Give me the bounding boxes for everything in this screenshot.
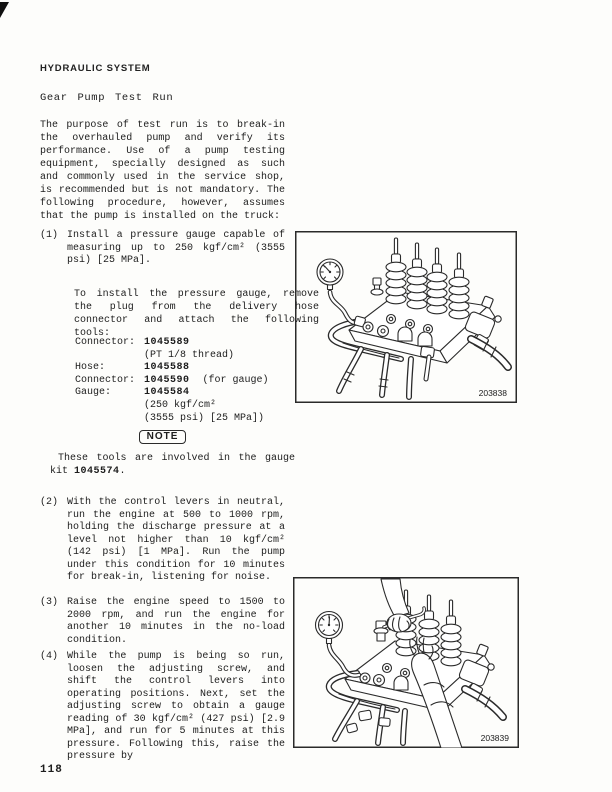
intro-paragraph: The purpose of test run is to break-in the overhauled pump and verify its performance. Use of a pump testing equipment, specially designed as such and commonly used in the service shop, is recommended but is not mandatory. The following procedure, however, assumes that the pump is installed on the truck: (40, 120, 285, 222)
tool-note: (for gauge) (202, 374, 269, 386)
step-number: (3) (40, 597, 59, 608)
tool-part-number: 1045589 (144, 337, 190, 348)
outlet-hose (465, 683, 503, 717)
note-badge: NOTE (139, 430, 187, 444)
tool-row (75, 337, 320, 350)
adjusting-screw (374, 621, 388, 641)
step-1-subparagraph: To install the pressure gauge, remove the plug from the delivery hose connector and attach the following tools: (74, 289, 319, 339)
figure-adjusting-screw (293, 577, 519, 748)
step-number: (2) (40, 497, 59, 508)
step-text: Install a pressure gauge capable of measuring up to 250 kgf/cm² (3555 psi) [25 MPa]. (67, 230, 285, 266)
tool-part-number: 1045584 (144, 387, 190, 399)
lower-hoses (339, 346, 435, 397)
tool-note: (3555 psi) [25 MPa]) (144, 412, 265, 424)
control-valve-illustration (295, 231, 517, 403)
note-box-container (40, 430, 285, 444)
figure-gauge-installed (295, 231, 517, 403)
step-number: (4) (40, 651, 59, 662)
tools-list (40, 337, 320, 425)
pressure-gauge (317, 259, 373, 332)
tool-row (75, 413, 320, 426)
tool-label: Gauge: (75, 387, 112, 399)
step-text: With the control levers in neutral, run the engine at 500 to 1000 rpm, holding the discharge pressure at a level not higher than 10 kgf/cm² (142 psi) [1 MPa]. Run the pump under this condition for 10 minutes for break-in, listening for noise. (67, 497, 285, 583)
tool-note: (250 kgf/cm² (144, 399, 217, 411)
step-4 (40, 651, 285, 764)
step-number: (1) (40, 230, 59, 241)
tool-note: (PT 1/8 thread) (144, 349, 235, 361)
adjusting-screw (371, 278, 383, 295)
step-text: While the pump is being so run, loosen the adjusting screw, and shift the control levers into operating positions. Next, set the adjusting screw to obtain a gauge reading of 30 kgf/cm² (427 psi) [2.9 MPa], and run for 5 minutes at this pressure. Following this, raise the pressure by (67, 651, 285, 762)
step-2 (40, 497, 285, 585)
tool-part-number: 1045588 (144, 362, 190, 374)
tool-label: Connector: (75, 337, 136, 348)
tool-row (75, 362, 320, 375)
note-text-after: . (119, 465, 126, 477)
tool-row (75, 387, 320, 400)
step-text: Raise the engine speed to 1500 to 2000 rpm, and run the engine for another 10 minutes in the no-load condition. (67, 597, 285, 646)
tool-part-number: 1045590 (144, 374, 190, 386)
note-part-number: 1045574 (74, 465, 120, 477)
tool-row (75, 350, 320, 363)
figure-number: 203838 (478, 388, 507, 398)
page-title: Gear Pump Test Run (40, 92, 174, 104)
page-number: 118 (40, 764, 63, 776)
tool-row (75, 400, 320, 413)
page-header: HYDRAULIC SYSTEM (40, 63, 151, 74)
tool-row (75, 375, 320, 388)
figure-number: 203839 (480, 733, 509, 743)
note-text-before: These tools are involved in the gauge kit (50, 453, 295, 477)
outlet-hose (471, 334, 508, 367)
tool-label: Hose: (75, 362, 106, 374)
control-valve-adjustment-illustration (293, 577, 519, 748)
step-3 (40, 597, 285, 647)
note-text (40, 453, 295, 478)
tool-label: Connector: (75, 374, 136, 386)
step-1 (40, 230, 285, 268)
scan-artifact (0, 2, 9, 18)
